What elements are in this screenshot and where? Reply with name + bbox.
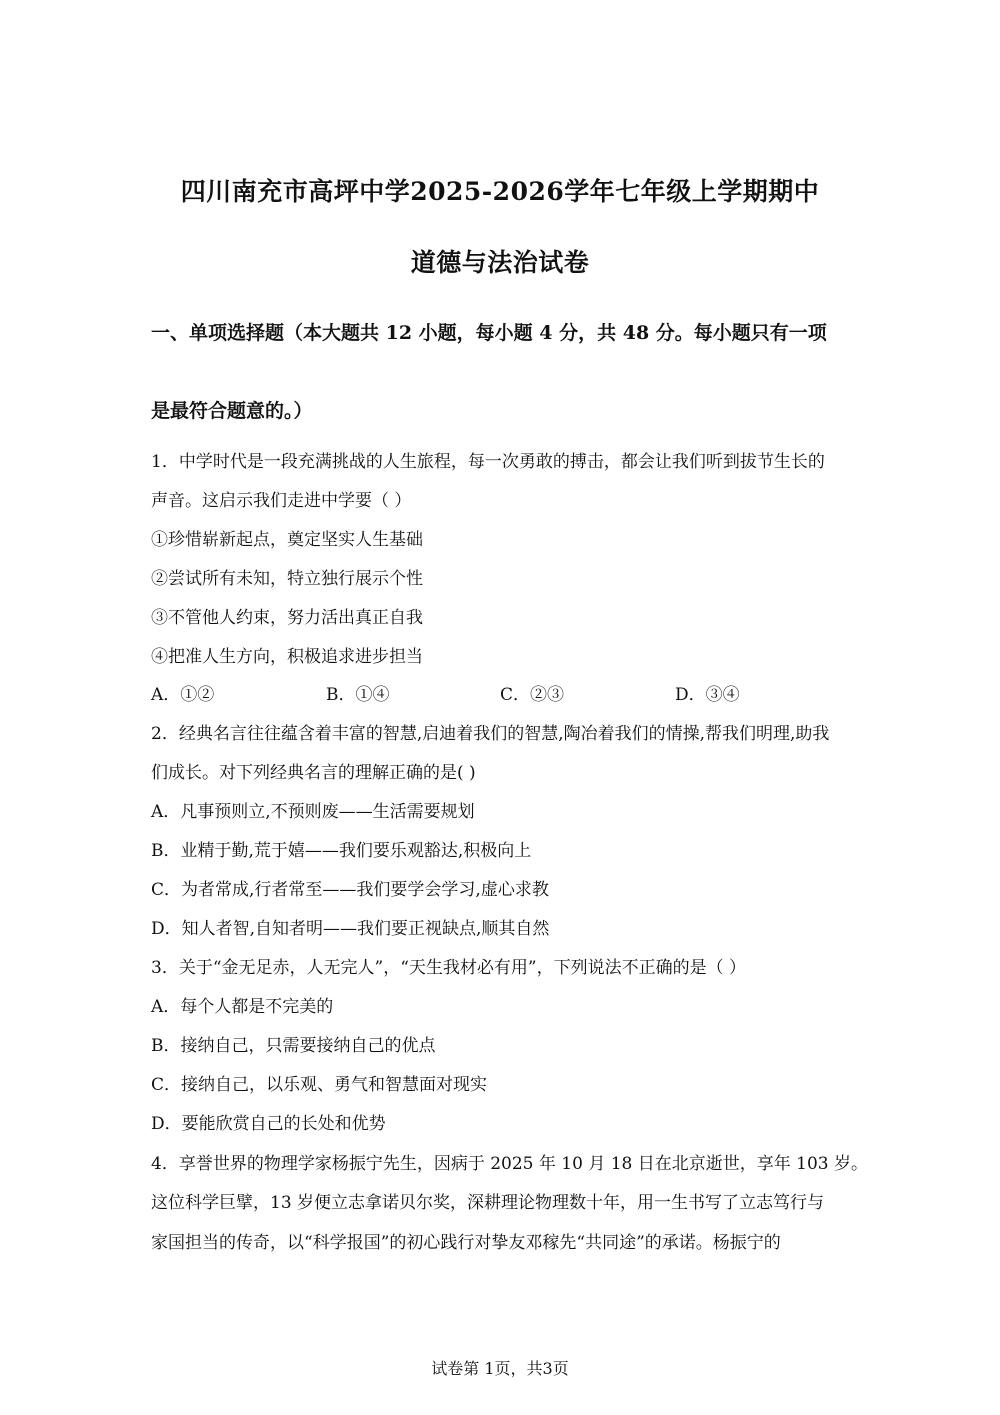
section-heading-line2: 是最符合题意的。） [151, 400, 313, 422]
q2-stem-line2: 们成长。对下列经典名言的理解正确的是( ) [151, 763, 476, 783]
q1-item-1: ①珍惜崭新起点，奠定坚实人生基础 [151, 530, 423, 550]
q3-option-c: C．接纳自己，以乐观、勇气和智慧面对现实 [151, 1075, 488, 1095]
q2-option-d: D．知人者智,自知者明——我们要正视缺点,顺其自然 [151, 919, 550, 939]
q2-option-b: B．业精于勤,荒于嬉——我们要乐观豁达,积极向上 [151, 841, 532, 861]
q3-stem: 3．关于“金无足赤，人无完人”，“天生我材必有用”，下列说法不正确的是（ ） [151, 958, 746, 978]
q1-item-2: ②尝试所有未知，特立独行展示个性 [151, 569, 423, 589]
q1-option-a: A．①② [151, 685, 215, 705]
q3-option-a: A．每个人都是不完美的 [151, 997, 334, 1017]
q3-option-b: B．接纳自己，只需要接纳自己的优点 [151, 1036, 436, 1056]
page-footer: 试卷第 1页，共3页 [431, 1359, 569, 1378]
q1-option-b: B．①④ [326, 685, 390, 705]
q2-stem-line1: 2．经典名言往往蕴含着丰富的智慧,启迪着我们的智慧,陶冶着我们的情操,帮我们明理,助我 [151, 724, 830, 744]
q4-stem-line2: 这位科学巨擘，13 岁便立志拿诺贝尔奖，深耕理论物理数十年，用一生书写了立志笃行与 [151, 1193, 825, 1213]
q1-stem-line1: 1．中学时代是一段充满挑战的人生旅程，每一次勇敢的搏击，都会让我们听到拔节生长的 [151, 452, 825, 472]
exam-title-line2: 道德与法治试卷 [410, 248, 590, 277]
q2-option-c: C．为者常成,行者常至——我们要学会学习,虚心求教 [151, 880, 549, 900]
q1-stem-line2: 声音。这启示我们走进中学要（ ） [151, 491, 412, 511]
q4-stem-line3: 家国担当的传奇，以“科学报国”的初心践行对挚友邓稼先“共同途”的承诺。杨振宁的 [151, 1233, 781, 1253]
q3-option-d: D．要能欣赏自己的长处和优势 [151, 1114, 386, 1134]
q1-item-3: ③不管他人约束，努力活出真正自我 [151, 608, 423, 628]
section-heading-line1: 一、单项选择题（本大题共 12 小题，每小题 4 分，共 48 分。每小题只有一项 [151, 322, 827, 344]
q1-option-c: C．②③ [500, 685, 565, 705]
q1-option-d: D．③④ [675, 685, 740, 705]
q1-options [151, 684, 851, 706]
exam-title-line1: 四川南充市高坪中学2025-2026学年七年级上学期期中 [180, 177, 820, 206]
q4-stem-line1: 4．享誉世界的物理学家杨振宁先生，因病于 2025 年 10 月 18 日在北京逝世，享年 103 岁。 [151, 1154, 869, 1174]
q2-option-a: A．凡事预则立,不预则废——生活需要规划 [151, 802, 475, 822]
q1-item-4: ④把准人生方向，积极追求进步担当 [151, 647, 423, 667]
